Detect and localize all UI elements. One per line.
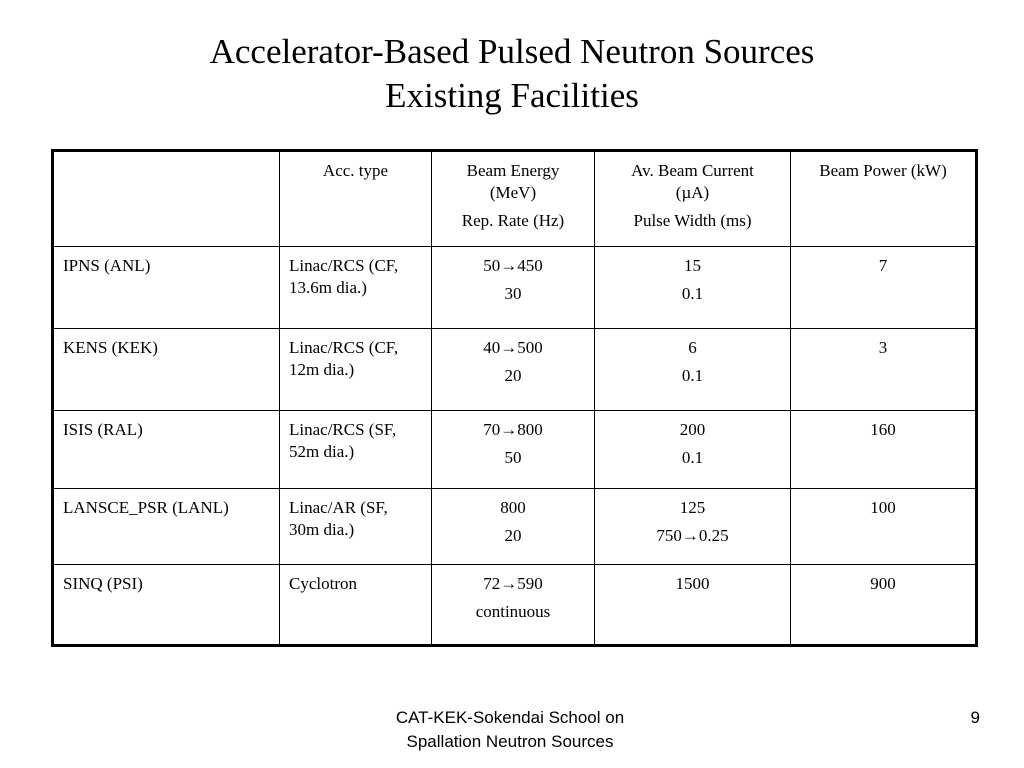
beam-current-value: 1500: [675, 574, 710, 593]
energy-cell: [432, 489, 595, 565]
acc-type-cell: [280, 489, 432, 565]
pulse-width-value: 0.1: [681, 284, 704, 303]
acc-type-cell: [280, 247, 432, 329]
beam-energy-value: 40→500: [483, 338, 543, 357]
table-row: [53, 247, 977, 329]
footer-line-1: CAT-KEK-Sokendai School on: [395, 708, 625, 727]
header-energy-line-1: Beam Energy: [466, 161, 560, 180]
rep-rate-value: continuous: [475, 602, 551, 621]
current-cell: [595, 565, 791, 646]
acc-type-line-1: Linac/RCS (CF,: [289, 338, 399, 357]
energy-cell: [432, 329, 595, 411]
power-cell: 900: [791, 565, 977, 646]
slide-title-line-1: Accelerator-Based Pulsed Neutron Sources: [209, 32, 815, 71]
facility-cell: IPNS (ANL): [53, 247, 280, 329]
footer-line-2: Spallation Neutron Sources: [406, 732, 614, 751]
current-cell: [595, 489, 791, 565]
current-cell: [595, 329, 791, 411]
acc-type-line-1: Linac/RCS (CF,: [289, 256, 399, 275]
slide-title-line-2: Existing Facilities: [385, 76, 639, 115]
acc-type-line-2: 52m dia.): [289, 442, 355, 461]
header-acc-type-label: Acc. type: [322, 161, 389, 180]
header-acc-type: [280, 151, 432, 247]
power-cell: 100: [791, 489, 977, 565]
beam-current-value: 15: [684, 256, 701, 275]
header-current-line-2: (µA): [675, 183, 710, 202]
energy-cell: [432, 565, 595, 646]
rep-rate-value: 50: [504, 448, 522, 467]
acc-type-line-2: 12m dia.): [289, 360, 355, 379]
rep-rate-value: 20: [504, 366, 522, 385]
table-row: [53, 489, 977, 565]
beam-current-value: 6: [688, 338, 697, 357]
acc-type-line-2: 13.6m dia.): [289, 278, 367, 297]
power-cell: 7: [791, 247, 977, 329]
pulse-width-value: 0.1: [681, 448, 704, 467]
energy-cell: [432, 247, 595, 329]
facility-cell: SINQ (PSI): [53, 565, 280, 646]
power-cell: 160: [791, 411, 977, 489]
header-energy-line-2: (MeV): [489, 183, 537, 202]
header-beam-energy: [432, 151, 595, 247]
pulse-width-value: 750→0.25: [656, 526, 729, 545]
energy-cell: [432, 411, 595, 489]
slide-footer: [360, 706, 660, 754]
header-beam-power: [791, 151, 977, 247]
header-current-line-1: Av. Beam Current: [631, 161, 754, 180]
facility-cell: ISIS (RAL): [53, 411, 280, 489]
current-cell: [595, 411, 791, 489]
beam-energy-value: 50→450: [483, 256, 543, 275]
beam-energy-value: 72→590: [483, 574, 543, 593]
acc-type-line-1: Linac/AR (SF,: [289, 498, 388, 517]
header-power-label: Beam Power (kW): [819, 161, 947, 180]
rep-rate-value: 30: [504, 284, 522, 303]
table-row: [53, 411, 977, 489]
current-cell: [595, 247, 791, 329]
table-row: [53, 329, 977, 411]
facility-cell: LANSCE_PSR (LANL): [53, 489, 280, 565]
table-header-row: [53, 151, 977, 247]
acc-type-line-2: 30m dia.): [289, 520, 355, 539]
beam-current-value: 200: [679, 420, 706, 439]
acc-type-line-1: Cyclotron: [289, 574, 357, 593]
acc-type-cell: [280, 411, 432, 489]
header-pulse-width: Pulse Width (ms): [633, 211, 752, 230]
acc-type-cell: [280, 565, 432, 646]
rep-rate-value: 20: [504, 526, 522, 545]
acc-type-cell: [280, 329, 432, 411]
header-rep-rate: Rep. Rate (Hz): [461, 211, 565, 230]
beam-current-value: 125: [679, 498, 706, 517]
facility-cell: KENS (KEK): [53, 329, 280, 411]
power-cell: 3: [791, 329, 977, 411]
header-beam-current: [595, 151, 791, 247]
facilities-table: [51, 149, 978, 647]
beam-energy-value: 800: [500, 498, 526, 517]
pulse-width-value: 0.1: [681, 366, 704, 385]
table-row: [53, 565, 977, 646]
header-facility-cell: [53, 151, 280, 247]
slide-title: [0, 30, 1024, 118]
acc-type-line-1: Linac/RCS (SF,: [289, 420, 397, 439]
beam-energy-value: 70→800: [483, 420, 543, 439]
page-number: 9: [970, 708, 980, 727]
